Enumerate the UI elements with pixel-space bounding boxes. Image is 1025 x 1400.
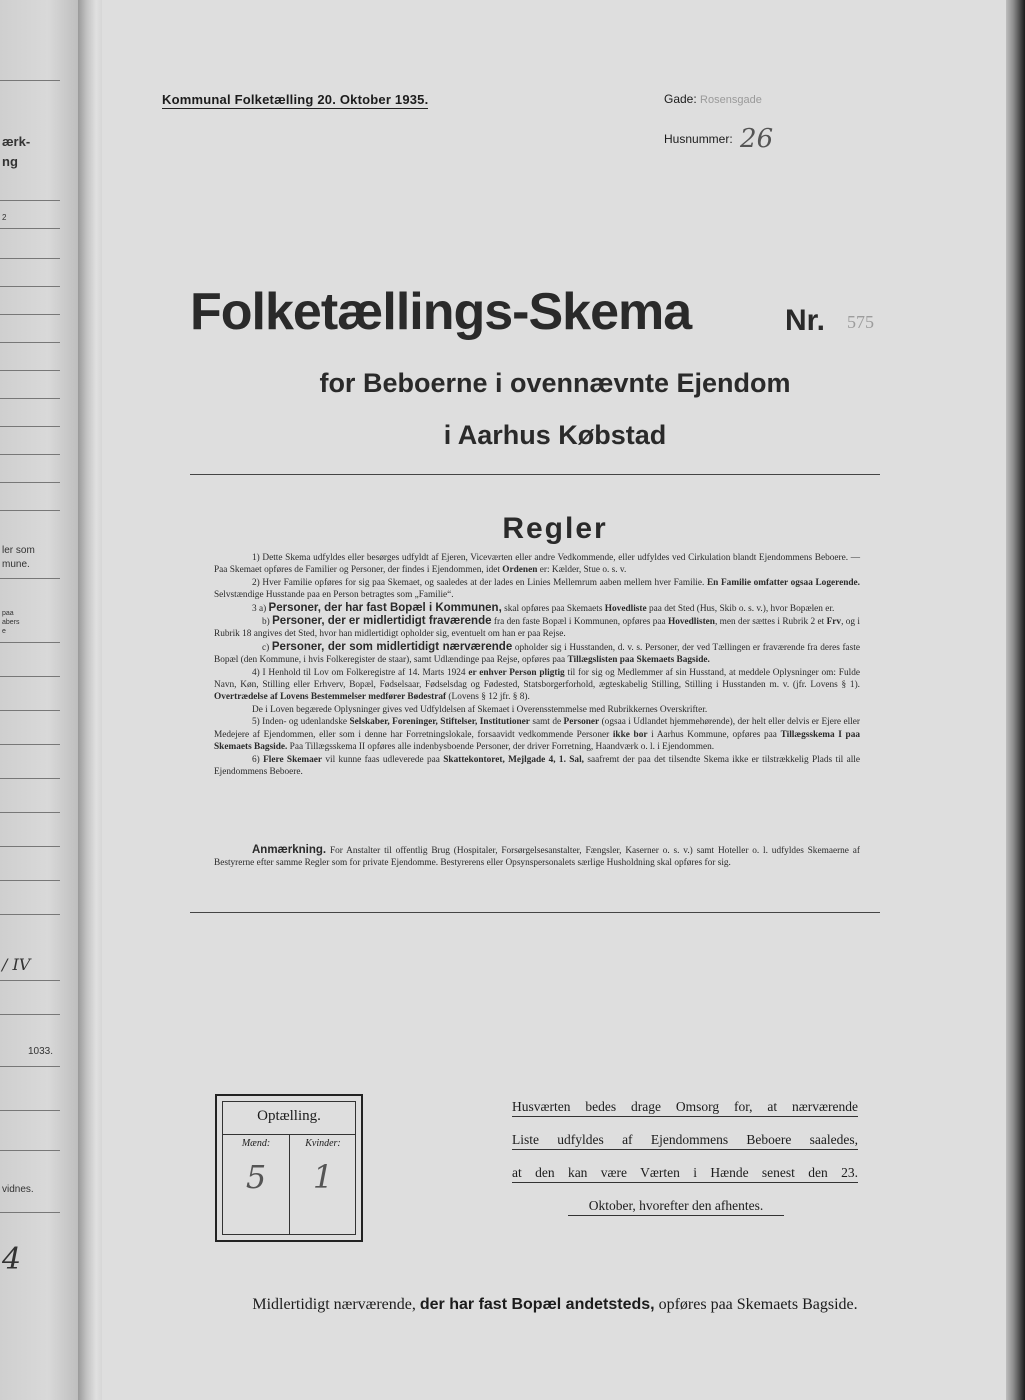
ruled-line xyxy=(0,200,60,201)
house-number-label: Husnummer: xyxy=(664,132,733,146)
rule-text: 4) I Henhold til Lov om Folkeregistre af 14. Marts 1924 xyxy=(252,667,469,678)
rule-text: samt de xyxy=(529,717,564,728)
previous-page-edge xyxy=(0,0,80,1400)
ruled-line xyxy=(0,1066,60,1067)
rule-emphasis: Ordenen xyxy=(502,565,538,576)
notice-line: at den kan være Værten i Hænde senest den 23. xyxy=(512,1164,858,1183)
rule-emphasis: Flere Skemaer xyxy=(263,754,323,765)
rule-emphasis: Tillægsskema I paa Skemaets Bagside. xyxy=(214,729,861,753)
remark xyxy=(214,844,860,870)
rule-emphasis: Hovedlisten xyxy=(667,617,715,628)
divider xyxy=(190,912,880,913)
rule-text: 2) Hver Familie opføres for sig paa Skemaet, og saaledes at der lades en Linies Mellemrum aaben mellem hver Familie. xyxy=(252,577,707,588)
ruled-line xyxy=(0,1150,60,1151)
rule-text: vil kunne faas udleverede paa xyxy=(322,754,444,765)
rule-6 xyxy=(214,754,860,779)
ruled-line xyxy=(0,642,60,643)
rule-3a xyxy=(214,602,860,615)
men-label: Mænd: xyxy=(241,1138,271,1149)
prev-page-text: ng xyxy=(2,154,18,169)
ruled-line xyxy=(0,482,60,483)
rule-text: 5) Inden- og udenlandske xyxy=(252,717,350,728)
book-spine xyxy=(78,0,104,1400)
rule-emphasis: Personer xyxy=(563,717,600,728)
form-subtitle: for Beboerne i ovennævnte Ejendom xyxy=(319,368,791,398)
rule-text: opholder sig i Husstanden, d. v. s. Personer, der ved Tællingen er fraværende fra deres faste Bopæl (den Kommune, i hvis Folkeregister de staar), samt Udlændinge paa Rejse, opføres paa xyxy=(214,642,861,666)
ruled-line xyxy=(0,286,60,287)
form-title: Folketællings-Skema xyxy=(190,283,692,341)
ruled-line xyxy=(0,744,60,745)
ruled-line xyxy=(0,370,60,371)
census-form-page xyxy=(102,0,1008,1400)
house-number-value: 26 xyxy=(740,124,774,154)
rule-3c xyxy=(214,641,860,667)
ruled-line xyxy=(0,342,60,343)
rule-text: , men der sættes i Rubrik 2 et xyxy=(714,617,827,628)
count-box-inner xyxy=(222,1101,356,1235)
rule-5 xyxy=(214,716,860,753)
page-right-edge xyxy=(1006,0,1025,1400)
ruled-line xyxy=(0,228,60,229)
notice-line: Oktober, hvorefter den afhentes. xyxy=(568,1197,784,1216)
rule-text: 3 a) xyxy=(252,603,269,614)
rule-text: Selvstændige Husstande paa en Person betragtes som „Familie“. xyxy=(214,590,454,601)
prev-page-text: paa xyxy=(2,610,14,617)
rule-heading: Personer, der er midlertidigt fraværende xyxy=(272,615,492,628)
form-number-label: Nr. xyxy=(785,304,826,337)
street-field xyxy=(664,92,762,106)
rule-4 xyxy=(214,667,860,704)
prev-page-text: abers xyxy=(2,619,20,626)
ruled-line xyxy=(0,510,60,511)
rule-emphasis: Hovedliste xyxy=(604,603,647,614)
prev-page-text: 2 xyxy=(2,213,7,222)
rule-text: til for sig og Medlemmer af sin Husstand, at meddele Oplysninger om: Fulde Navn, Køn, Stilling eller Erhverv, Bopæl, Fødselsaar, Fødselsdag og Fødested, Statsborgerforhold, ægteskabelig Stilling, Stilling i Husstanden m. v. (jfr. Lovens § 1). xyxy=(214,667,860,691)
ruled-line xyxy=(0,676,60,677)
rule-text: (Lovens § 12 jfr. § 8). xyxy=(446,692,530,703)
footer-emphasis: der har fast Bopæl andetsteds, xyxy=(419,1296,655,1313)
ruled-line xyxy=(0,314,60,315)
ruled-line xyxy=(0,454,60,455)
rule-text: b) xyxy=(262,617,273,628)
rule-heading: Personer, der som midlertidigt nærværende xyxy=(271,640,513,653)
street-value: Rosensgade xyxy=(700,94,762,106)
footer-instruction xyxy=(102,1296,1008,1314)
rule-emphasis: Selskaber, Foreninger, Stiftelser, Institutioner xyxy=(349,717,530,728)
rule-text: (ogsaa i Udlandet hjemmehørende), der helt eller delvis er Ejere eller Medejere af Ejendommen, eller som i denne har Forretningslokale, forsaavidt vedkommende Personer xyxy=(214,717,860,740)
rule-emphasis: Overtrædelse af Lovens Bestemmelser medfører Bødestraf xyxy=(214,692,447,703)
ruled-line xyxy=(0,914,60,915)
ruled-line xyxy=(0,578,60,579)
rule-text: , og i Rubrik 18 angives det Sted, hvor han midlertidigt opholder sig, eventuelt om han er paa Rejse. xyxy=(214,617,861,640)
rule-3b xyxy=(214,615,860,641)
landlord-notice xyxy=(512,1098,858,1230)
prev-page-handwriting: 4 xyxy=(2,1242,22,1277)
ruled-line xyxy=(0,426,60,427)
prev-page-text: e xyxy=(2,628,6,635)
rule-text: i Aarhus Kommune, opføres paa xyxy=(647,729,781,740)
ruled-line xyxy=(0,398,60,399)
ruled-line xyxy=(0,980,60,981)
rule-text: er: Kælder, Stue o. s. v. xyxy=(537,565,627,576)
form-subtitle-city: i Aarhus Købstad xyxy=(443,420,667,450)
ruled-line xyxy=(0,80,60,81)
rule-emphasis: Frv xyxy=(826,617,842,628)
rule-emphasis: Tillægslisten paa Skemaets Bagside. xyxy=(567,655,710,666)
prev-page-text: mune. xyxy=(2,559,30,570)
ruled-line xyxy=(0,880,60,881)
form-number-value: 575 xyxy=(847,312,874,332)
rule-4-note xyxy=(214,704,860,716)
men-count: 5 xyxy=(245,1158,267,1196)
rule-text: skal opføres paa Skemaets xyxy=(501,603,605,614)
prev-page-text: 1033. xyxy=(28,1046,54,1057)
notice-line: Liste udfyldes af Ejendommens Beboere saaledes, xyxy=(512,1131,858,1150)
rule-heading: Personer, der har fast Bopæl i Kommunen, xyxy=(268,601,502,614)
prev-page-handwriting: / IV xyxy=(2,955,31,974)
ruled-line xyxy=(0,710,60,711)
footer-text: Midlertidigt nærværende, xyxy=(252,1296,420,1313)
rule-emphasis: er enhver Person pligtig xyxy=(468,667,565,678)
census-title: Kommunal Folketælling 20. Oktober 1935. xyxy=(162,92,429,107)
ruled-line xyxy=(0,778,60,779)
rule-text: fra den faste Bopæl i Kommunen, opføres paa xyxy=(491,617,668,628)
ruled-line xyxy=(0,812,60,813)
rule-2 xyxy=(214,577,860,602)
rule-emphasis: Skattekontoret, Mejlgade 4, 1. Sal, xyxy=(443,754,584,765)
ruled-line xyxy=(0,846,60,847)
rules-text xyxy=(214,552,860,778)
count-title: Optælling. xyxy=(257,1108,321,1124)
remark-text: For Anstalter til offentlig Brug (Hospitaler, Forsørgelsesanstalter, Fængsler, Kaserner o. s. v.) samt Hoteller o. l. udfyldes Skemaerne af Bestyrerne efter samme Regler som for private Ejendomme. Bestyrerens eller Opsynspersonalets særlige Husholdning skal opføres for sig. xyxy=(214,846,860,869)
prev-page-text: vidnes. xyxy=(2,1184,34,1195)
women-label: Kvinder: xyxy=(305,1138,341,1149)
ruled-line xyxy=(0,258,60,259)
rule-text: paa det Sted (Hus, Skib o. s. v.), hvor Bopælen er. xyxy=(646,603,835,614)
ruled-line xyxy=(0,1014,60,1015)
rule-emphasis: ikke bor xyxy=(612,729,648,740)
street-label: Gade: xyxy=(664,92,697,106)
count-box xyxy=(215,1094,363,1242)
rule-emphasis: En Familie omfatter ogsaa Logerende. xyxy=(706,577,860,588)
rules-heading: Regler xyxy=(502,512,608,545)
rule-text: 6) xyxy=(252,754,264,765)
ruled-line xyxy=(0,1212,60,1213)
rule-text: c) xyxy=(262,642,272,653)
rule-text: Paa Tillægsskema II opføres alle indenbysboende Personer, der driver Forretning, Haandværk o. l. i Ejendommen. xyxy=(287,742,715,753)
remark-label: Anmærkning. xyxy=(252,844,327,856)
rule-text: De i Loven begærede Oplysninger gives ved Udfyldelsen af Skemaet i Overensstemmelse med Rubrikkernes Overskrifter. xyxy=(252,704,708,715)
prev-page-text: ærk- xyxy=(2,134,31,149)
rule-text: saafremt der paa det tilsendte Skema ikke er tilstrækkelig Plads til alle Ejendommens Beboere. xyxy=(214,754,860,777)
prev-page-text: ler som xyxy=(2,545,35,556)
footer-text: opføres paa Skemaets Bagside. xyxy=(654,1296,858,1313)
house-number-field xyxy=(664,124,773,154)
ruled-line xyxy=(0,1110,60,1111)
rule-text: 1) Dette Skema udfyldes eller besørges udfyldt af Ejeren, Viceværten eller andre Vedkommende, eller udfyldes ved Cirkulation blandt Ejendommens Beboere. — Paa Skemaet opføres de Familier og Personer, der findes i Ejendommen, idet xyxy=(214,553,860,576)
women-count: 1 xyxy=(312,1158,334,1196)
notice-line: Husværten bedes drage Omsorg for, at nærværende xyxy=(512,1098,858,1117)
divider xyxy=(190,474,880,475)
rule-1 xyxy=(214,552,860,577)
